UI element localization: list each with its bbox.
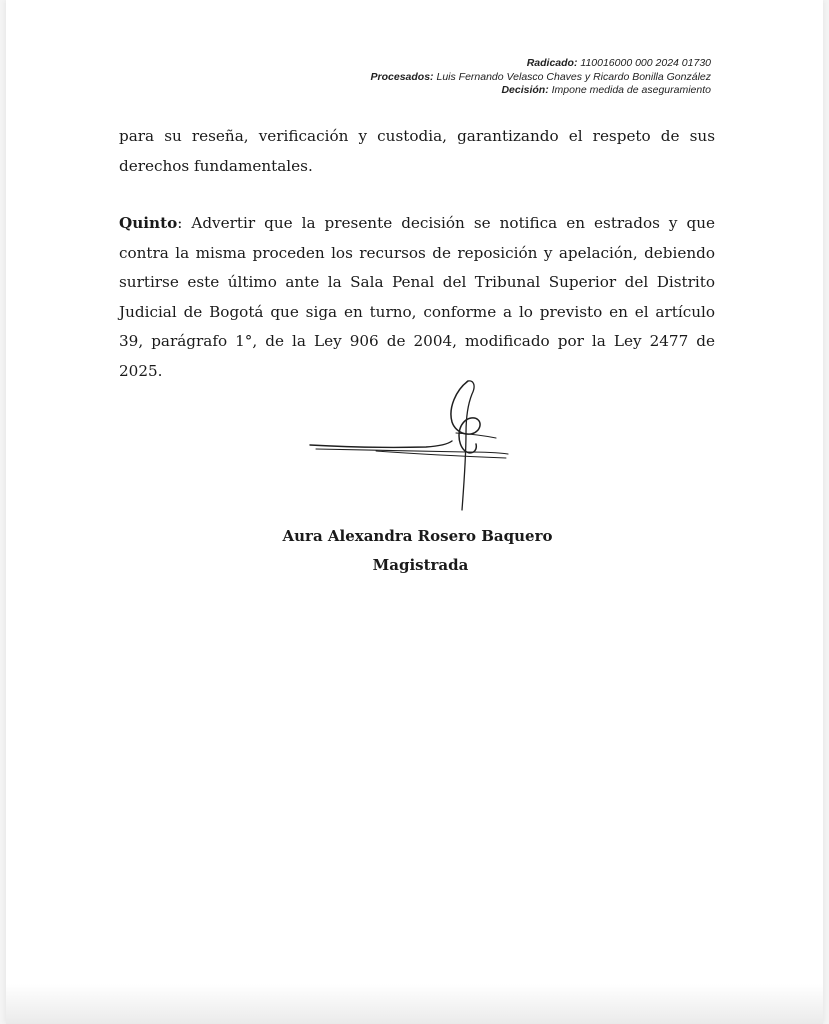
document-header xyxy=(371,57,711,98)
signatory-name: Aura Alexandra Rosero Baquero xyxy=(282,527,553,545)
decision-label: Decisión: xyxy=(501,84,549,96)
quinto-text: : Advertir que la presente decisión se notifica en estrados y que contra la misma proceden los recursos de reposición y apelación, debiendo surtirse este último ante la Sala Penal del Tribunal Superior del Distrito Judicial de Bogotá que siga en turno, conforme a lo previsto en el artículo 39, parágrafo 1°, de la Ley 906 de 2004, modificado por la Ley 2477 de 2025. xyxy=(119,214,715,380)
radicado-label: Radicado: xyxy=(526,57,578,69)
document-page xyxy=(6,0,823,1024)
paragraph-quinto xyxy=(119,209,715,386)
signatory-title: Magistrada xyxy=(372,556,469,574)
procesados-value: Luis Fernando Velasco Chaves y Ricardo Bonilla González xyxy=(436,70,711,83)
procesados-label: Procesados: xyxy=(370,70,434,83)
quinto-label: Quinto xyxy=(119,214,178,232)
procesados-line xyxy=(371,71,711,85)
radicado-line xyxy=(371,57,711,71)
radicado-value: 110016000 000 2024 01730 xyxy=(580,57,711,69)
document-body xyxy=(119,122,715,386)
decision-value: Impone medida de aseguramiento xyxy=(551,84,711,96)
handwritten-signature xyxy=(306,378,521,518)
paragraph-continuation: para su reseña, verificación y custodia, garantizando el respeto de sus derechos fundamentales. xyxy=(119,127,715,175)
decision-line xyxy=(371,84,711,98)
